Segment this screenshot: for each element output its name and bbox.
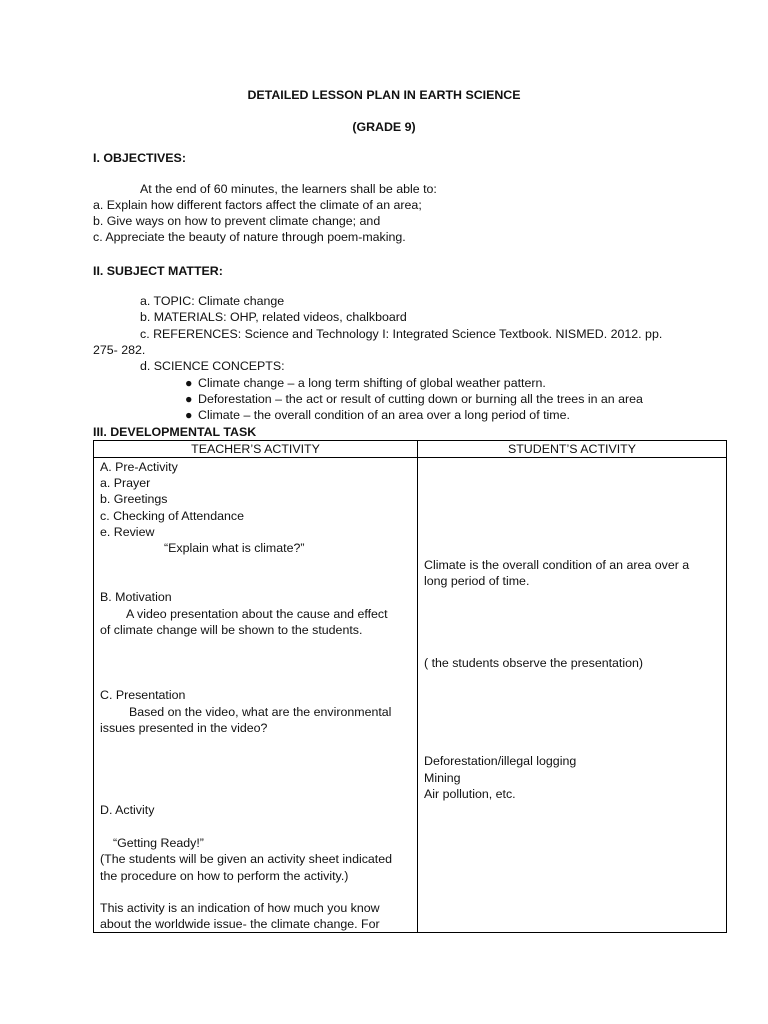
teacher-line: a. Prayer [100,476,151,490]
science-concepts-heading: d. SCIENCE CONCEPTS: [140,359,285,373]
header-rule [94,457,726,458]
objective-item: a. Explain how different factors affect the climate of an area; [93,198,422,212]
teacher-line: A. Pre-Activity [100,460,178,474]
bullet-icon: ● [185,392,193,406]
teacher-line: “Getting Ready!” [113,836,204,850]
references-line: c. REFERENCES: Science and Technology I: Integrated Science Textbook. NISMED. 2012. pp. [140,327,663,341]
materials-line: b. MATERIALS: OHP, related videos, chalkboard [140,310,407,324]
objectives-intro: At the end of 60 minutes, the learners shall be able to: [140,182,437,196]
concept-item: Climate change – a long term shifting of global weather pattern. [198,376,546,390]
student-line: Air pollution, etc. [424,787,516,801]
teacher-line: D. Activity [100,803,155,817]
teacher-line: about the worldwide issue- the climate change. For [100,917,380,931]
references-line-continued: 275- 282. [93,343,146,357]
topic-line: a. TOPIC: Climate change [140,294,285,308]
teacher-line: This activity is an indication of how much you know [100,901,380,915]
student-line: ( the students observe the presentation) [424,656,644,670]
teacher-line: of climate change will be shown to the students. [100,623,363,637]
student-line: Mining [424,771,461,785]
teacher-line: A video presentation about the cause and effect [126,607,388,621]
student-line: long period of time. [424,574,530,588]
teacher-line: b. Greetings [100,492,168,506]
objective-item: c. Appreciate the beauty of nature through poem-making. [93,230,406,244]
activity-table [93,440,727,933]
objectives-heading: I. OBJECTIVES: [93,151,186,165]
subject-matter-heading: II. SUBJECT MATTER: [93,264,223,278]
teacher-activity-header: TEACHER’S ACTIVITY [191,442,320,456]
concept-item: Deforestation – the act or result of cutting down or burning all the trees in an area [198,392,643,406]
student-activity-header: STUDENT’S ACTIVITY [507,442,637,456]
student-line: Climate is the overall condition of an area over a [424,558,690,572]
teacher-line: c. Checking of Attendance [100,509,244,523]
concept-item: Climate – the overall condition of an area over a long period of time. [198,408,570,422]
teacher-line: (The students will be given an activity sheet indicated [100,852,393,866]
teacher-line: the procedure on how to perform the activity.) [100,869,349,883]
teacher-line: e. Review [100,525,155,539]
grade-label: (GRADE 9) [352,120,416,134]
developmental-task-heading: III. DEVELOPMENTAL TASK [93,425,257,439]
teacher-line: “Explain what is climate?” [164,541,305,555]
document-title: DETAILED LESSON PLAN IN EARTH SCIENCE [247,88,521,102]
teacher-line: B. Motivation [100,590,172,604]
teacher-line: Based on the video, what are the environmental [129,705,392,719]
teacher-line: C. Presentation [100,688,186,702]
objective-item: b. Give ways on how to prevent climate change; and [93,214,381,228]
column-divider [417,441,418,932]
bullet-icon: ● [185,408,193,422]
bullet-icon: ● [185,376,193,390]
student-line: Deforestation/illegal logging [424,754,577,768]
teacher-line: issues presented in the video? [100,721,268,735]
